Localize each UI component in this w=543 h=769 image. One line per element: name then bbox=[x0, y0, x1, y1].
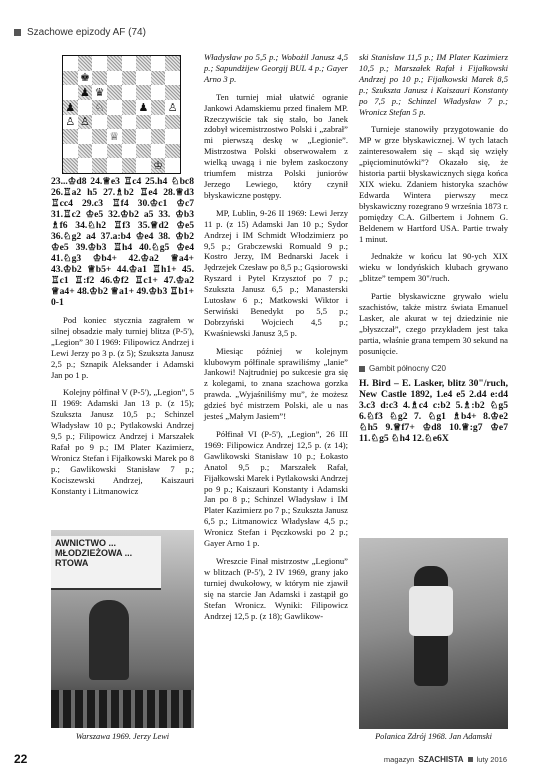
board-square bbox=[165, 85, 180, 100]
board-square bbox=[107, 100, 122, 115]
board-square bbox=[122, 56, 137, 71]
board-square bbox=[136, 85, 151, 100]
board-square: ♟ bbox=[78, 85, 93, 100]
photo-caption: Polanica Zdrój 1968. Jan Adamski bbox=[375, 732, 492, 741]
header-square-icon bbox=[14, 29, 21, 36]
board-square bbox=[151, 85, 166, 100]
column-1 bbox=[51, 176, 194, 504]
photo-caption: Warszawa 1969. Jerzy Lewi bbox=[75, 732, 170, 741]
paragraph: Jednakże w końcu lat 90-ych XIX wieku w londyńskich klubach grywano „blitze” tempem 30"/ruch. bbox=[359, 251, 508, 284]
board-square: ♟ bbox=[63, 100, 78, 115]
board-square bbox=[165, 144, 180, 159]
paragraph: Wreszcie Finał mistrzostw „Legionu” w blitzach (P-5'), 2 IV 1969, grany jako turniej dwukołowy, w którym nie zjawił się na starcie Jan Adamski i zastąpił go Stefan Wronicz. Wyniki: Filipowicz Andrzej 12,5 p. (z 18); Gawlikow- bbox=[204, 555, 348, 621]
board-square: ♟ bbox=[138, 100, 149, 114]
board-square bbox=[151, 100, 166, 115]
board-square bbox=[92, 115, 107, 130]
game-header: H. Bird – E. Lasker, blitz 30"/ruch, New Castle 1892, 1.e4 e5 2.d4 e:d4 3.c3 d:c3 4.♗c4 c:b2 5.♗:b2 ♘g5 6.♘f3 ♘g2 7. ♘g1 ♗b4+ 8.♔e2 ♘h5 9.♕f7+ ♔d8 10.♕:g7 ♔e7 11.♘g5 ♘h4 12.♘e6X bbox=[359, 378, 508, 445]
board-square bbox=[92, 56, 107, 71]
board-square bbox=[151, 71, 166, 86]
column-2 bbox=[204, 52, 348, 628]
board-square bbox=[122, 144, 137, 159]
board-square bbox=[92, 129, 107, 144]
board-square bbox=[107, 85, 122, 100]
photo-polanica bbox=[359, 538, 508, 729]
board-square bbox=[136, 71, 151, 86]
board-square bbox=[107, 56, 122, 71]
paragraph: Turnieje stanowiły przygotowanie do MP w grze błyskawicznej. W tych latach zainteresowałem się – skąd się wzięły „pięciominutówki”? Okazało się, że historia partii błyskawicznych sięga końca XIX wieku. Zdaniem historyka szachów Edwarda Wintera pierwszy mecz błyskawiczny rozegrano 9 września 1873 r. pomiędzy C.A. Gilbertem i Johnem G. Beldenem w Hartford USA. Partie trwały 1 minut. bbox=[359, 124, 508, 244]
paragraph: Władysław po 5,5 p.; Wobożil Janusz 4,5 p.; Sapundżijew Georgij BUL 4 p.; Gayer Arno 3 p. bbox=[204, 52, 348, 84]
paragraph: Pod koniec stycznia zagrałem w silnej obsadzie mały turniej blitza (P-5'), „Legion” 30 I 1969: Filipowicz Andrzej i Lewi Jerzy po 3 p. (z 5); Szukszta Janusz 2,5 p.; Sznapik Aleksander i Adamski Jan po 1 p. bbox=[51, 315, 194, 380]
board-square bbox=[107, 115, 122, 130]
chess-diagram bbox=[62, 55, 181, 174]
board-square bbox=[165, 129, 180, 144]
board-square bbox=[107, 71, 122, 86]
board-square bbox=[78, 129, 93, 144]
column-3 bbox=[359, 52, 508, 451]
board-square bbox=[151, 129, 166, 144]
board-square bbox=[136, 144, 151, 159]
photo-warszawa bbox=[51, 530, 194, 728]
paragraph: ski Stanisław 11,5 p.; IM Plater Kazimierz 10,5 p.; Marszałek Rafał i Fijałkowski Andrzej po 10 p.; Fijałkowski Marek 8,5 p.; Szukszta Janusz i Kaiszauri Konstanty po 7,5 p.; Schinzel Władysław 7 p.; Wronicz Stefan 5 p. bbox=[359, 52, 508, 117]
board-square bbox=[136, 158, 151, 173]
section-label: Gambit północny C20 bbox=[369, 363, 446, 373]
board-square: ♙ bbox=[78, 115, 93, 130]
board-square bbox=[63, 158, 78, 173]
board-square bbox=[151, 144, 166, 159]
board-square bbox=[122, 71, 137, 86]
magazine-info bbox=[384, 755, 507, 764]
board-square: ♔ bbox=[151, 158, 166, 173]
board-square bbox=[122, 129, 137, 144]
board-square bbox=[165, 56, 180, 71]
board-square: ♚ bbox=[80, 71, 90, 85]
board-square: ♙ bbox=[65, 115, 76, 129]
paragraph-results: Półfinał VI (P-5'), „Legion”, 26 III 1969: Filipowicz Andrzej 12,5 p. (z 14); Gawlikowski Stanisław 10 p.; Łokasto Anatol 9,5 p.; Marszałek Rafał, Fijałkowski Marek i Pytlakowski Andrzej po 9 p.; Kaiszauri Konstanty i Adamski Jan po 8 p.; Schinzel Władysław i IM Plater Kazimierz po 7 p.; Szukszta Janusz 6,5 p.; Litmanowicz Władysław 4,5 p.; Wronicz Stefan i Pęczkowski po 2 p.; Gayer Arno 1 p. bbox=[204, 429, 348, 549]
magazine-prefix: magazyn bbox=[383, 755, 415, 764]
board-square bbox=[165, 115, 180, 130]
section-square-icon bbox=[359, 366, 365, 372]
photo-chessboards bbox=[51, 690, 194, 728]
board-square: ♘ bbox=[92, 100, 107, 115]
paragraph-results: MP, Lublin, 9-26 II 1969: Lewi Jerzy 11 p. (z 15) Adamski Jan 10 p.; Sydor Andrzej i IM Schmidt Włodzimierz po 9,5 p.; Grabczewski Romuald 9 p.; Kostro Jerzy, IM Bednarski Jacek i Jędrzejek Czesław po 8,5 p.; Gąsiorowski Ryszard i Pytel Krzysztof po 7 p.; Szukszta Janusz 6,5 p.; Manasterski Lutosław 6 p.; Matkowski Wiktor i Serwiński Benedykt po 5,5 p.; Dobrzyński Wojciech 4,5 p.; Kwaśniewski Janusz 3,5 p. bbox=[204, 207, 348, 338]
section-heading bbox=[359, 364, 508, 375]
board-square bbox=[151, 115, 166, 130]
photo-figure bbox=[89, 600, 129, 680]
paragraph: Partie błyskawiczne grywało wielu szachistów, także mistrz świata Emanuel Lasker, ale akurat w tej dziedzinie nie „błyszczał”, czego przykładem jest taka partia, właśnie grana tempem 30 sekund na posunięcie. bbox=[359, 291, 508, 356]
board-square: ♙ bbox=[167, 100, 178, 114]
board-square bbox=[63, 129, 78, 144]
board-square bbox=[92, 144, 107, 159]
board-square bbox=[136, 56, 151, 71]
board-square bbox=[122, 158, 137, 173]
board-square bbox=[107, 158, 122, 173]
game-moves: 23...♔d8 24.♕e3 ♖c4 25.h4 ♘bc8 26.♖a2 h5 27.♗b2 ♖e4 28.♕d3 ♖cc4 29.c3 ♖f4 30.♔c1 ♔c7 31.♖c2 ♔e5 32.♔b2 a5 33. ♔b3 ♗f6 34.♘h2 ♖f3 35.♕d2 ♔e5 36.♘g2 a4 37.a:b4 ♔e4 38. ♔b2 ♔e5 39.♔b3 ♖h4 40.♘g5 ♔e4 41.♘g3 ♔b4+ 42.♔a2 ♕a4+ 43.♔b2 ♕b5+ 44.♔a1 ♖h1+ 45. ♖c1 ♖:f2 46.♔f2 ♖c1+ 47.♔a2 ♕a4+ 48.♔b2 ♕a1+ 49.♔b3 ♖b1+ 0-1 bbox=[51, 176, 194, 308]
board-square bbox=[122, 85, 137, 100]
board-square: ♕ bbox=[109, 129, 120, 143]
paragraph: Kolejny półfinał V (P-5'), „Legion”, 5 II 1969: Adamski Jan 13 p. (z 15); Szukszta Janusz 10,5 p.; Schinzel Władysław 10 p.; Pytlakowski Andrzej 9,5 p.; Filipowicz Andrzej i Marszałek Rafał po 9 p.; IM Plater Kazimierz, Wronicz Stefan i Fijałkowski Marek po 8 p.; Gawlikowski Stanisław 7 p.; Kociszewski Andrzej, Kaiszauri Konstanty i Litmanowicz bbox=[51, 387, 194, 496]
board-square bbox=[78, 56, 93, 71]
photo-banner: AWNICTWO ... MŁODZIEŻOWA ... RTOWA bbox=[51, 536, 161, 590]
board-square bbox=[63, 144, 78, 159]
board-square bbox=[151, 56, 166, 71]
board-square bbox=[78, 158, 93, 173]
board-square bbox=[136, 115, 151, 130]
board-square bbox=[122, 115, 137, 130]
board-square bbox=[92, 71, 107, 86]
board-square bbox=[107, 144, 122, 159]
magazine-name: SZACHISTA bbox=[418, 755, 464, 764]
board-square bbox=[63, 56, 78, 71]
paragraph: Ten turniej miał ułatwić ogranie Jankowi Adamskiemu przed finałem MP. Rzeczywiście tak się stało, bo Janek zdobył wicemistrzostwo Polski i „zabrał” mi pierwszą deskę w „Legionie”. Mistrzostwa Polski obserwowałem z wielką uwagą i nie byłem zaskoczony triumfem mistrza Polski juniorów Jerzego Lewiego, który czynił błyskawiczne postępy. bbox=[204, 91, 348, 200]
board-square bbox=[63, 71, 78, 86]
section-title: Szachowe epizody AF (74) bbox=[27, 27, 146, 38]
board-square bbox=[122, 100, 137, 115]
footer-square-icon bbox=[468, 757, 473, 762]
page-number: 22 bbox=[14, 752, 28, 766]
board-square bbox=[165, 71, 180, 86]
board-square: ♛ bbox=[94, 86, 105, 100]
page-header bbox=[14, 27, 146, 38]
board-square bbox=[78, 144, 93, 159]
photo-shirt bbox=[409, 586, 453, 636]
board-square bbox=[92, 158, 107, 173]
board-square bbox=[63, 85, 78, 100]
board-square bbox=[78, 100, 93, 115]
board-square bbox=[136, 129, 151, 144]
board-square bbox=[165, 158, 180, 173]
issue-date: luty 2016 bbox=[476, 755, 507, 764]
paragraph: Miesiąc później w kolejnym klubowym półfinale sprawiliśmy „lanie” Jankowi! Najtrudniej po sukcesie gra się z kolegami, to znana szachowa gorzka prawda. „Wyjaśniliśmy mu”, że możesz gdzieś być mistrzem Polski, ale u nas jesteś „Małym Jasiem”! bbox=[204, 345, 348, 422]
